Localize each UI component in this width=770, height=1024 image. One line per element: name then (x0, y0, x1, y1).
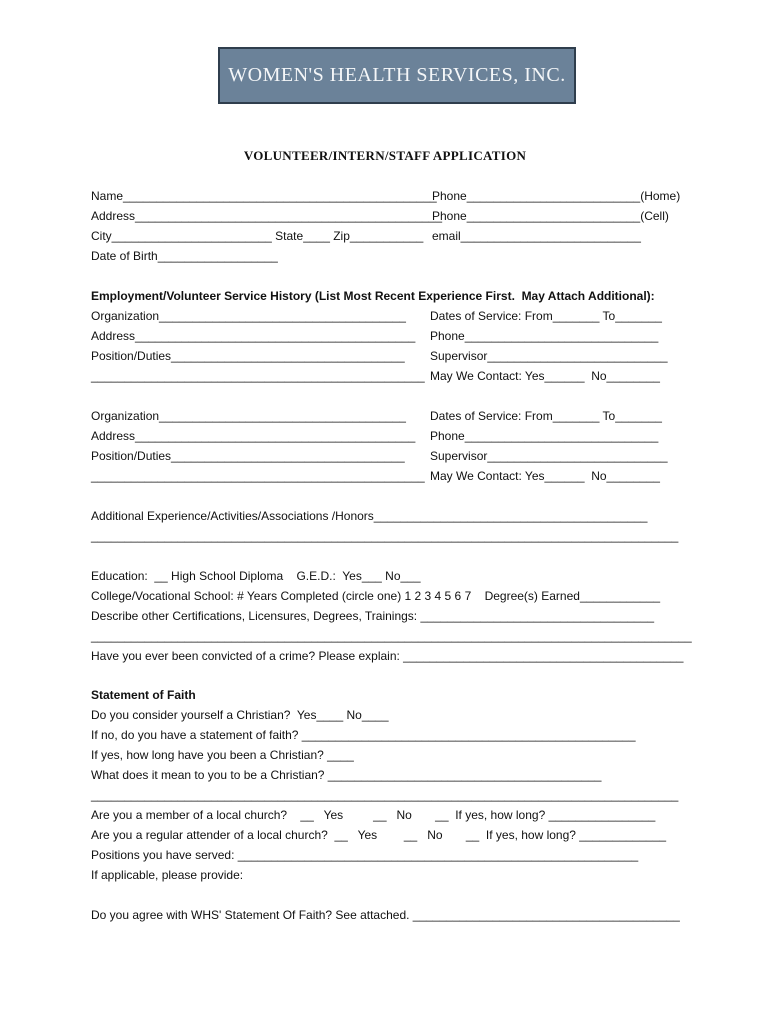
positions-served-field[interactable]: Positions you have served: ____________________________________________________________ (91, 848, 639, 862)
dates-of-service-field-1[interactable]: Dates of Service: From_______ To_______ (430, 309, 662, 323)
church-member-question[interactable]: Are you a member of a local church? __ Yes __ No __ If yes, how long? ________________ (91, 808, 656, 822)
if-applicable-label: If applicable, please provide: (91, 868, 244, 882)
church-attender-question[interactable]: Are you a regular attender of a local church? __ Yes __ No __ If yes, how long? _____________ (91, 828, 667, 842)
education-field[interactable]: Education: __ High School Diploma G.E.D.: Yes___ No___ (91, 569, 421, 583)
agree-statement-of-faith-field[interactable]: Do you agree with WHS' Statement Of Faith? See attached. ________________________________________ (91, 908, 680, 922)
may-contact-field-1[interactable]: May We Contact: Yes______ No________ (430, 369, 660, 383)
employer-address-field-1[interactable]: Address__________________________________________ (91, 329, 416, 343)
date-of-birth-field[interactable]: Date of Birth__________________ (91, 249, 278, 263)
company-logo (218, 47, 576, 104)
employer-phone-field-1[interactable]: Phone_____________________________ (430, 329, 659, 343)
how-long-christian-question[interactable]: If yes, how long have you been a Christian? ____ (91, 748, 354, 762)
certifications-line-2[interactable]: __________________________________________________________________________________________ (91, 629, 692, 643)
meaning-christian-line-2[interactable]: ________________________________________________________________________________________ (91, 788, 679, 802)
name-field[interactable]: Name_______________________________________________ (91, 189, 437, 203)
crime-conviction-field[interactable]: Have you ever been convicted of a crime? Please explain: __________________________________________ (91, 649, 684, 663)
employment-extra-line-1[interactable]: __________________________________________________ (91, 369, 425, 383)
may-contact-field-2[interactable]: May We Contact: Yes______ No________ (430, 469, 660, 483)
address-field[interactable]: Address______________________________________________ (91, 209, 443, 223)
meaning-christian-question[interactable]: What does it mean to you to be a Christian? _________________________________________ (91, 768, 602, 782)
email-field[interactable]: email___________________________ (432, 229, 641, 243)
employer-address-field-2[interactable]: Address__________________________________________ (91, 429, 416, 443)
phone-home-field[interactable]: Phone__________________________(Home) (432, 189, 681, 203)
position-duties-field-2[interactable]: Position/Duties___________________________________ (91, 449, 405, 463)
statement-of-faith-heading: Statement of Faith (91, 688, 196, 702)
additional-experience-line-2[interactable]: ________________________________________________________________________________________ (91, 529, 679, 543)
additional-experience-field[interactable]: Additional Experience/Activities/Associations /Honors_________________________________________ (91, 509, 648, 523)
dates-of-service-field-2[interactable]: Dates of Service: From_______ To_______ (430, 409, 662, 423)
employment-heading: Employment/Volunteer Service History (List Most Recent Experience First. May Attach Additional): (91, 289, 655, 303)
employment-extra-line-2[interactable]: __________________________________________________ (91, 469, 425, 483)
organization-field-2[interactable]: Organization_____________________________________ (91, 409, 406, 423)
employer-phone-field-2[interactable]: Phone_____________________________ (430, 429, 659, 443)
phone-cell-field[interactable]: Phone__________________________(Cell) (432, 209, 669, 223)
christian-question[interactable]: Do you consider yourself a Christian? Yes____ No____ (91, 708, 389, 722)
city-state-zip-field[interactable]: City________________________ State____ Zip___________ (91, 229, 424, 243)
supervisor-field-2[interactable]: Supervisor___________________________ (430, 449, 668, 463)
college-vocational-field[interactable]: College/Vocational School: # Years Completed (circle one) 1 2 3 4 5 6 7 Degree(s) Earned____________ (91, 589, 661, 603)
certifications-field[interactable]: Describe other Certifications, Licensures, Degrees, Trainings: ___________________________________ (91, 609, 655, 623)
position-duties-field-1[interactable]: Position/Duties___________________________________ (91, 349, 405, 363)
form-title: VOLUNTEER/INTERN/STAFF APPLICATION (243, 148, 527, 163)
organization-field-1[interactable]: Organization_____________________________________ (91, 309, 406, 323)
supervisor-field-1[interactable]: Supervisor___________________________ (430, 349, 668, 363)
statement-of-faith-question[interactable]: If no, do you have a statement of faith? __________________________________________________ (91, 728, 636, 742)
logo-text: WOMEN'S HEALTH SERVICES, INC. (228, 64, 566, 86)
